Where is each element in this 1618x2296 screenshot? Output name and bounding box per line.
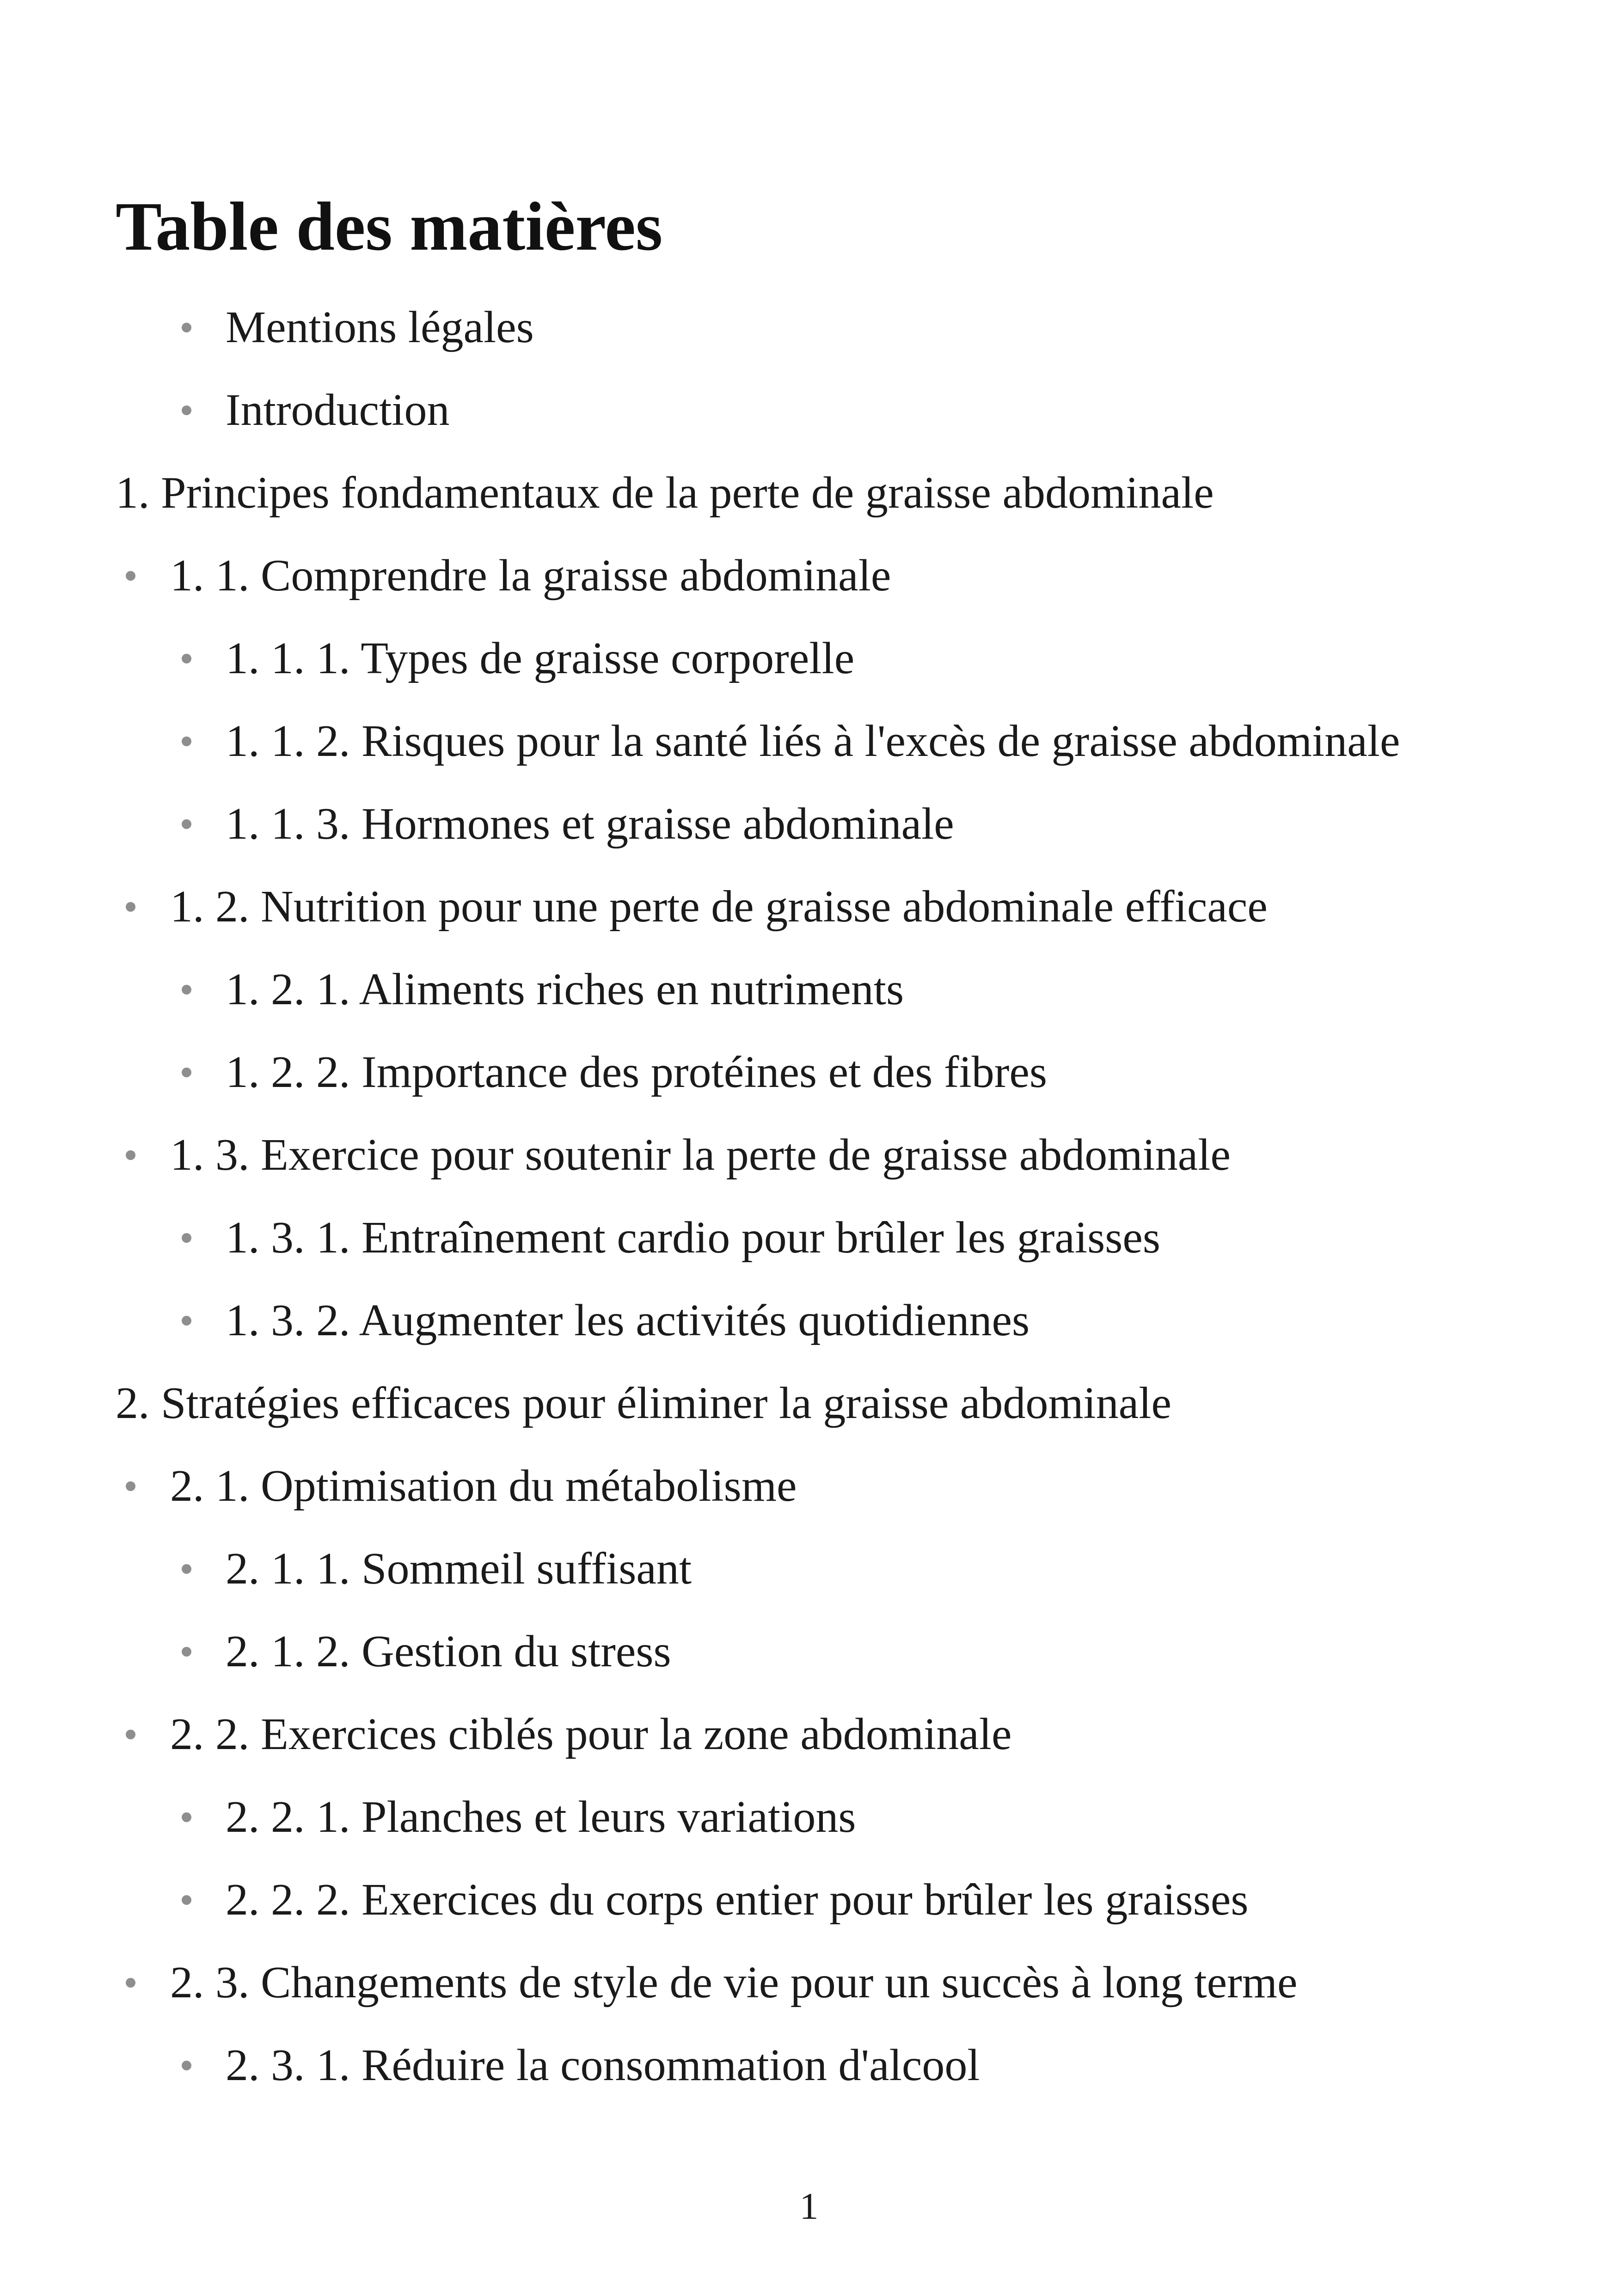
toc-entry-label: 1. 3. Exercice pour soutenir la perte de graisse abdominale xyxy=(170,1130,1231,1180)
toc-entry-label: 1. Principes fondamentaux de la perte de graisse abdominale xyxy=(116,468,1214,518)
toc-entry-label: 2. Stratégies efficaces pour éliminer la graisse abdominale xyxy=(116,1378,1172,1428)
toc-entry-label: 2. 1. 1. Sommeil suffisant xyxy=(226,1544,692,1594)
bullet-icon xyxy=(182,1647,191,1657)
bullet-icon xyxy=(126,1730,135,1739)
toc-entry-label: 1. 1. Comprendre la graisse abdominale xyxy=(170,551,891,601)
bullet-icon xyxy=(126,902,135,912)
toc-entry-label: 1. 2. 2. Importance des protéines et des fibres xyxy=(226,1047,1048,1097)
bullet-icon xyxy=(182,737,191,746)
bullet-icon xyxy=(182,1068,191,1077)
toc-entry-label: 1. 3. 1. Entraînement cardio pour brûler les graisses xyxy=(226,1213,1161,1263)
bullet-icon xyxy=(126,1481,135,1491)
toc-entry-label: 1. 2. 1. Aliments riches en nutriments xyxy=(226,964,904,1014)
bullet-icon xyxy=(126,571,135,581)
bullet-icon xyxy=(126,1150,135,1160)
toc-entry-label: 1. 3. 2. Augmenter les activités quotidiennes xyxy=(226,1295,1030,1345)
bullet-icon xyxy=(182,405,191,415)
bullet-icon xyxy=(182,654,191,663)
page-number: 1 xyxy=(799,2185,819,2227)
toc-entry-label: 2. 2. 2. Exercices du corps entier pour brûler les graisses xyxy=(226,1875,1249,1925)
bullet-icon xyxy=(182,2061,191,2070)
toc-entry-label: Mentions légales xyxy=(226,302,534,352)
bullet-icon xyxy=(182,1233,191,1243)
bullet-icon xyxy=(182,1895,191,1905)
toc-entry-label: 2. 3. 1. Réduire la consommation d'alcool xyxy=(226,2040,980,2090)
toc-entry-label: 2. 2. Exercices ciblés pour la zone abdominale xyxy=(170,1709,1012,1759)
toc-entry-label: 1. 1. 1. Types de graisse corporelle xyxy=(226,633,855,683)
toc-entry-label: 1. 1. 3. Hormones et graisse abdominale xyxy=(226,799,954,849)
bullet-icon xyxy=(182,1564,191,1574)
toc-entry-label: 2. 3. Changements de style de vie pour un succès à long terme xyxy=(170,1958,1298,2007)
toc-entry-label: 1. 2. Nutrition pour une perte de graisse abdominale efficace xyxy=(170,882,1268,932)
bullet-icon xyxy=(182,323,191,332)
bullet-icon xyxy=(182,1812,191,1822)
toc-title: Table des matières xyxy=(116,188,663,265)
toc-entry-label: 2. 1. Optimisation du métabolisme xyxy=(170,1461,797,1511)
bullet-icon xyxy=(182,1316,191,1326)
toc-entry-label: Introduction xyxy=(226,385,450,435)
toc-entry-label: 1. 1. 2. Risques pour la santé liés à l'excès de graisse abdominale xyxy=(226,716,1400,766)
toc-entry-label: 2. 1. 2. Gestion du stress xyxy=(226,1627,671,1676)
bullet-icon xyxy=(126,1978,135,1988)
toc-entry-label: 2. 2. 1. Planches et leurs variations xyxy=(226,1792,856,1842)
bullet-icon xyxy=(182,985,191,995)
bullet-icon xyxy=(182,819,191,829)
